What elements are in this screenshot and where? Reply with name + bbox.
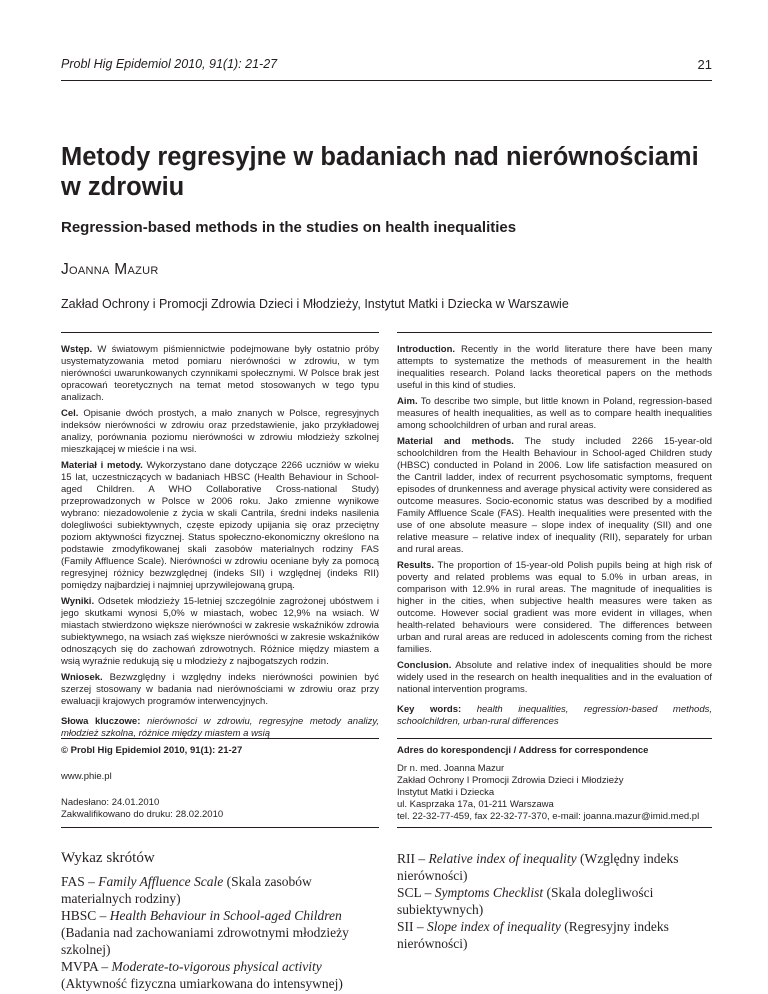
correspondence-block (397, 745, 727, 823)
corr-name: Dr n. med. Joanna Mazur (397, 763, 505, 774)
corr-line: Instytut Matki i Dziecka (397, 787, 495, 798)
abstract-pl-results: Wyniki. Odsetek młodzieży 15-letniej szczególnie zagrożonej ubóstwem i jego skutkami wynosi 5,0% w miastach, wobec 12,9% na wsiach. W miastach stwierdzono większe nierówności w zakresie wskaźników zdrowia subiektywnego, na wsiach zaś większe nierówności w zakresie wskaźników odnoszących się do zachowań zdrowotnych. Różnice między miastem a wsią wyraźnie redukują się u młodzieży z najbogatszych rodzin. (61, 596, 379, 667)
abstract-pl-conclusion: Wniosek. Bezwzględny i względny indeks nierówności powinien być szerzej stosowany w badania nad nierównościami w zdrowiu oraz przy ewaluacji krajowych programów interwencyjnych. (61, 672, 380, 707)
body-rule-left (61, 827, 379, 828)
author-name: Joanna Mazur (61, 261, 159, 278)
body-rule-right (397, 827, 712, 828)
journal-citation: Probl Hig Epidemiol 2010, 91(1): 21-27 (61, 57, 278, 71)
abstract-en-conclusion: Conclusion. Absolute and relative index of inequalities should be more widely used in the research on health inequalities and in the evaluation of national intervention programs. (397, 660, 712, 695)
abstract-en-methods: Material and methods. The study included 2266 15-year-old schoolchildren from the Health Behaviour in School-aged Children study (HBSC) conducted in Poland in 2006. Low life satisfaction measured on the Cantril ladder, index of recurrent psychosomatic symptoms, frequent episodes of drunkenness and average physical activity were considered as outcome measures. Socio-economic status was described by a modified Family Affluence Scale (FAS). Health inequalities were presented with the use of one absolute measure – slope index of inequality (SII) and one relative measure – relative index of inequality (RII), separately for urban and rural areas. (397, 436, 712, 555)
abstract-en-results: Results. The proportion of 15-year-old Polish pupils being at high risk of poverty and related problems was equal to 5.0% in urban areas, in comparison with 12.9% in rural areas. The magnitude of inequalities is higher in the cities, when subjective health measures were taken as outcome. However social gradient was more evident in villages, when health-related behaviours were considered. The differences between urban and rural areas are reduced in adolescents coming from the richest families. (397, 560, 712, 655)
corr-line: tel. 22-32-77-459, fax 22-32-77-370, e-mail: joanna.mazur@imid.med.pl (397, 811, 700, 822)
abstract-en-intro: Introduction. Recently in the world literature there have been many attempts to systematize the methods of measurement in the health inequalities research. Poland lacks theoretical papers on the methods useful in this kind of studies. (397, 344, 712, 391)
copyright-line: © Probl Hig Epidemiol 2010, 91(1): 21-27 (61, 745, 243, 756)
corr-line: ul. Kasprzaka 17a, 01-211 Warszawa (397, 799, 554, 810)
received-date: Nadesłano: 24.01.2010 (61, 797, 160, 808)
abbreviation-item: HBSC – Health Behaviour in School-aged Children (Badania nad zachowaniami zdrowotnymi młodzieży szkolnej) (61, 908, 349, 957)
article-subtitle: Regression-based methods in the studies on health inequalities (61, 219, 517, 236)
abstract-pl-rule (61, 332, 379, 333)
running-header (61, 57, 712, 71)
corr-line: Zakład Ochrony I Promocji Zdrowia Dzieci i Młodzieży (397, 775, 624, 786)
abstract-en-keywords: Key words: health inequalities, regression-based methods, schoolchildren, urban-rural differences (397, 704, 712, 727)
abbreviations-col-right (397, 850, 717, 952)
abstract-pl-aim: Cel. Opisanie dwóch prostych, a mało znanych w Polsce, regresyjnych indeksów nierówności w zdrowiu oraz przedstawienie, jako przykładowej analizy, porównania poziomu nierówności w zdrowiu młodzieży szkolnej mieszkającej w mieście i na wsi. (61, 408, 379, 455)
abbreviations-heading: Wykaz skrótów (61, 850, 155, 866)
header-rule (61, 80, 712, 81)
accepted-date: Zakwalifikowano do druku: 28.02.2010 (61, 809, 224, 820)
abstract-pl-keywords: Słowa kluczowe: nierówności w zdrowiu, regresyjne metody analizy, młodzież szkolna, różnice między miastem a wsią (61, 716, 380, 739)
correspondence-heading: Adres do korespondencji / Address for correspondence (397, 745, 649, 756)
abbreviations-col-left (61, 850, 381, 992)
abbreviation-item: MVPA – Moderate-to-vigorous physical activity (Aktywność fizyczna umiarkowana do intensywnej) (61, 959, 343, 991)
meta-rule-left (61, 738, 379, 739)
abstract-pl (61, 344, 379, 744)
publication-meta (61, 745, 379, 821)
abstract-en-aim: Aim. To describe two simple, but little known in Poland, regression-based measures of health inequalities, as well as to compare health inequalities among schoolchildren of urban and rural areas. (397, 396, 713, 431)
website-link[interactable]: www.phie.pl (61, 771, 112, 782)
meta-rule-right (397, 738, 712, 739)
abbreviation-item: SII – Slope index of inequality (Regresyjny indeks nierówności) (397, 919, 669, 951)
article-title: Metody regresyjne w badaniach nad nierównościami w zdrowiu (61, 143, 699, 201)
abbreviation-item: FAS – Family Affluence Scale (Skala zasobów materialnych rodziny) (61, 874, 312, 906)
abstract-en-rule (397, 332, 712, 333)
author-affiliation: Zakład Ochrony i Promocji Zdrowia Dzieci i Młodzieży, Instytut Matki i Dziecka w Warszawie (61, 297, 569, 311)
abstract-pl-methods: Materiał i metody. Wykorzystano dane dotyczące 2266 uczniów w wieku 15 lat, uczestniczących w badaniach HBSC (Health Behaviour in School-aged Children. A WHO Collaborative Cross-national Study) przeprowadzonych w Polsce w 2006 roku. Jako zmienne wynikowe wybrano: niezadowolenie z życia w skali Cantrila, średni indeks nasilenia dolegliwości subiektywnych, częste epizody upijania się oraz przeciętny poziom aktywności fizycznej. Status społeczno-ekonomiczny określono na podstawie zmodyfikowanej skali zasobów materialnych rodziny FAS (Family Affluence Scale). Nierówności w zdrowiu oceniane były za pomocą regresyjnej różnicy bezwzględnej (indeks SII) i względnej (indeks RII) pomiędzy najbardziej i najmniej uprzywilejowaną grupą. (61, 460, 380, 591)
page-number: 21 (697, 57, 712, 72)
abstract-en (397, 344, 712, 732)
abstract-pl-intro: Wstęp. W światowym piśmiennictwie podejmowane były ostatnio próby usystematyzowania metod pomiaru nierówności w zdrowiu, w tym nierówności uwarunkowanych czynnikami społecznymi. W Polsce brak jest opracowań teoretycznych na temat metod stosowanych w tego typu analizach. (61, 344, 379, 403)
abbreviation-item: RII – Relative index of inequality (Względny indeks nierówności) (397, 851, 679, 883)
abbreviation-item: SCL – Symptoms Checklist (Skala dolegliwości subiektywnych) (397, 885, 654, 917)
